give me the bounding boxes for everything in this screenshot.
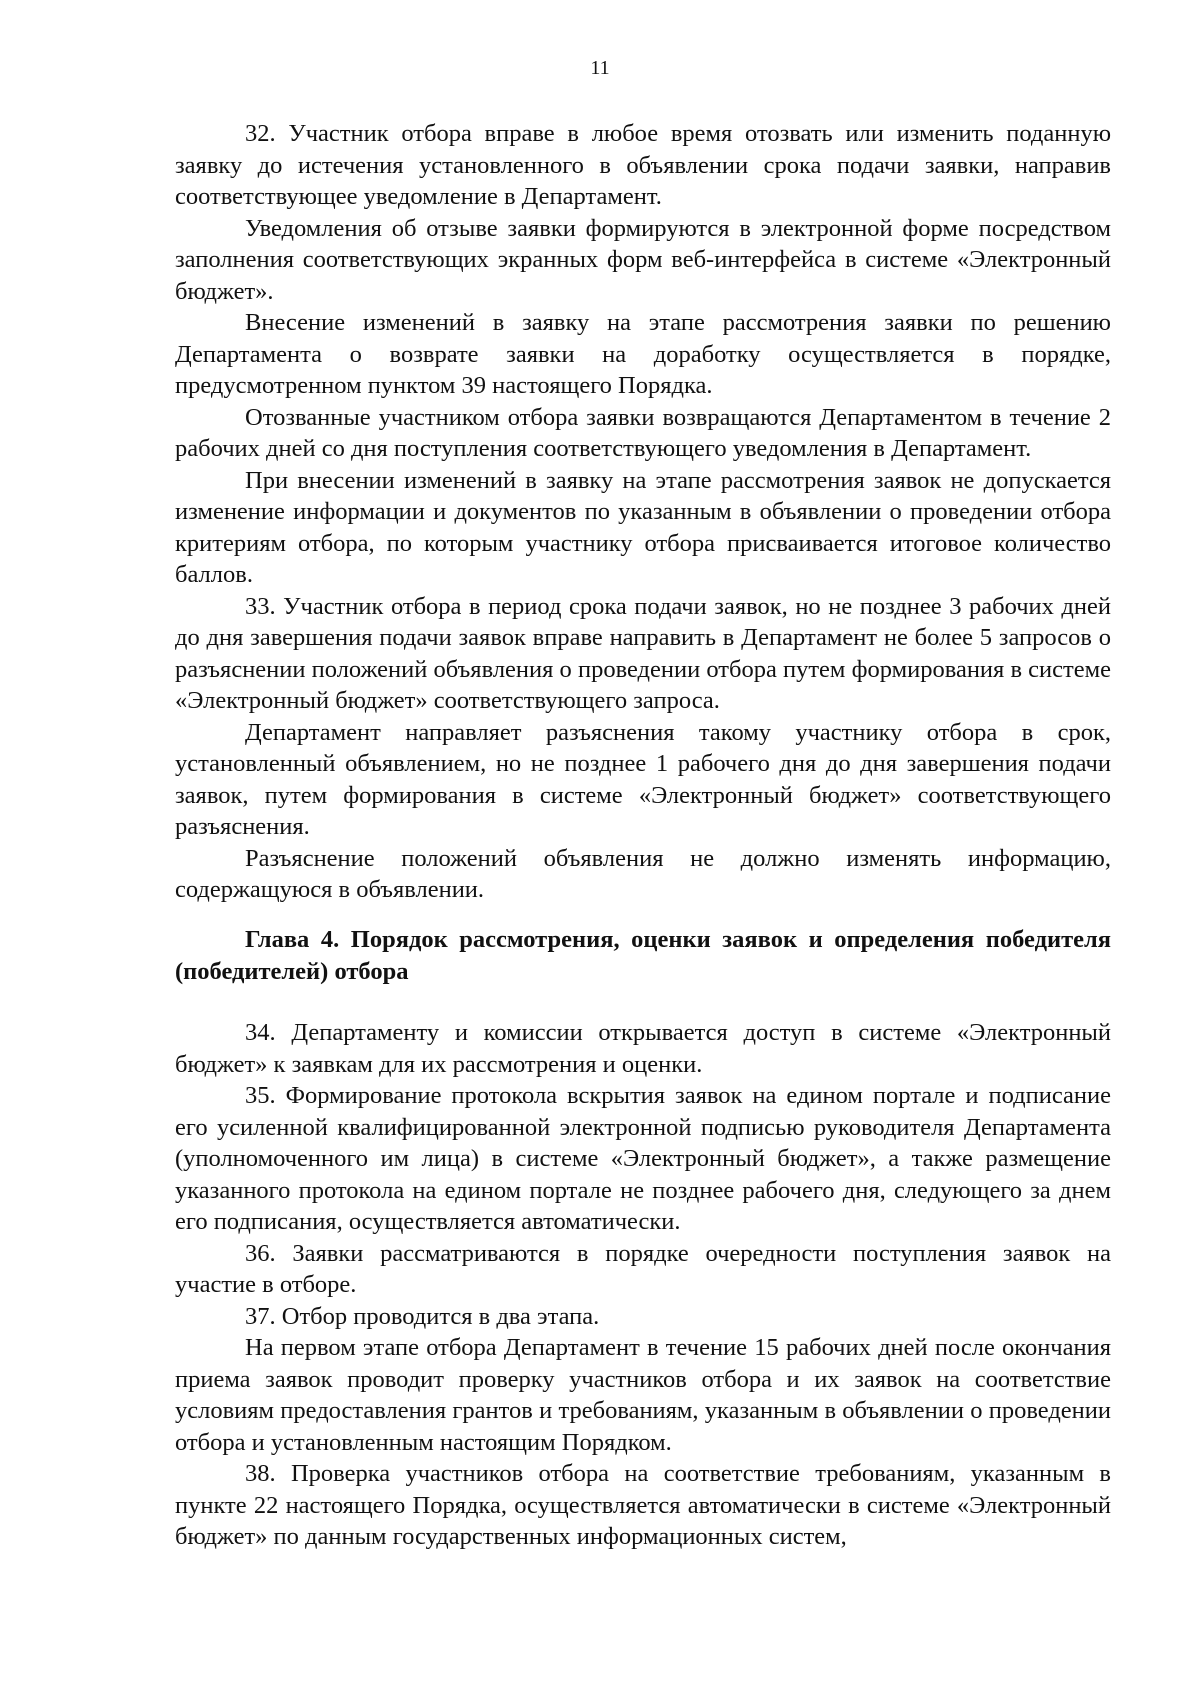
- paragraph-32-restriction: При внесении изменений в заявку на этапе рассмотрения заявок не допускается изменение информации и документов по указанным в объявлении о проведении отбора критериям отбора, по которым участнику отбора присваивается итоговое количество баллов.: [175, 466, 1111, 588]
- chapter-4-heading: Глава 4. Порядок рассмотрения, оценки заявок и определения победителя (победителей) отбора: [175, 926, 1111, 985]
- paragraph-37: 37. Отбор проводится в два этапа.: [245, 1302, 600, 1330]
- paragraph-37-first-stage: На первом этапе отбора Департамент в течение 15 рабочих дней после окончания приема заявок проводит проверку участников отбора и их заявок на соответствие условиям предоставления грантов и требованиям, указанным в объявлении о проведении отбора и установленным настоящим Порядком.: [175, 1334, 1111, 1456]
- paragraph-36: 36. Заявки рассматриваются в порядке очередности поступления заявок на участие в отборе.: [175, 1239, 1111, 1298]
- paragraph-32-returned: Отозванные участником отбора заявки возвращаются Департаментом в течение 2 рабочих дней со дня поступления соответствующего уведомления в Департамент.: [175, 403, 1111, 462]
- paragraph-33-limitation: Разъяснение положений объявления не должно изменять информацию, содержащуюся в объявлении.: [175, 844, 1111, 903]
- paragraph-32: 32. Участник отбора вправе в любое время отозвать или изменить поданную заявку до истечения установленного в объявлении срока подачи заявки, направив соответствующее уведомление в Департамент.: [175, 120, 1111, 210]
- page-number: 11: [590, 57, 610, 79]
- paragraph-34: 34. Департаменту и комиссии открывается доступ в системе «Электронный бюджет» к заявкам для их рассмотрения и оценки.: [175, 1019, 1111, 1078]
- paragraph-33-clarifications: Департамент направляет разъяснения такому участнику отбора в срок, установленный объявлением, но не позднее 1 рабочего дня до дня завершения подачи заявок, путем формирования в системе «Электронный бюджет» соответствующего разъяснения.: [175, 718, 1111, 840]
- text-section-bottom: [175, 1017, 1111, 1553]
- paragraph-35: 35. Формирование протокола вскрытия заявок на едином портале и подписание его усиленной квалифицированной электронной подписью руководителя Департамента (уполномоченного им лица) в системе «Электронный бюджет», а также размещение указанного протокола на едином портале не позднее рабочего дня, следующего за днем его подписания, осуществляется автоматически.: [175, 1082, 1111, 1235]
- paragraph-32-notice: Уведомления об отзыве заявки формируются в электронной форме посредством заполнения соответствующих экранных форм веб-интерфейса в системе «Электронный бюджет».: [175, 214, 1111, 305]
- text-section-top: [175, 118, 1111, 906]
- paragraph-38: 38. Проверка участников отбора на соответствие требованиям, указанным в пункте 22 настоящего Порядка, осуществляется автоматически в системе «Электронный бюджет» по данным государственных информационных систем,: [175, 1460, 1111, 1550]
- paragraph-33: 33. Участник отбора в период срока подачи заявок, но не позднее 3 рабочих дней до дня завершения подачи заявок вправе направить в Департамент не более 5 запросов о разъяснении положений объявления о проведении отбора путем формирования в системе «Электронный бюджет» соответствующего запроса.: [175, 592, 1111, 714]
- paragraph-32-changes: Внесение изменений в заявку на этапе рассмотрения заявки по решению Департамента о возврате заявки на доработку осуществляется в порядке, предусмотренном пунктом 39 настоящего Порядка.: [175, 309, 1111, 399]
